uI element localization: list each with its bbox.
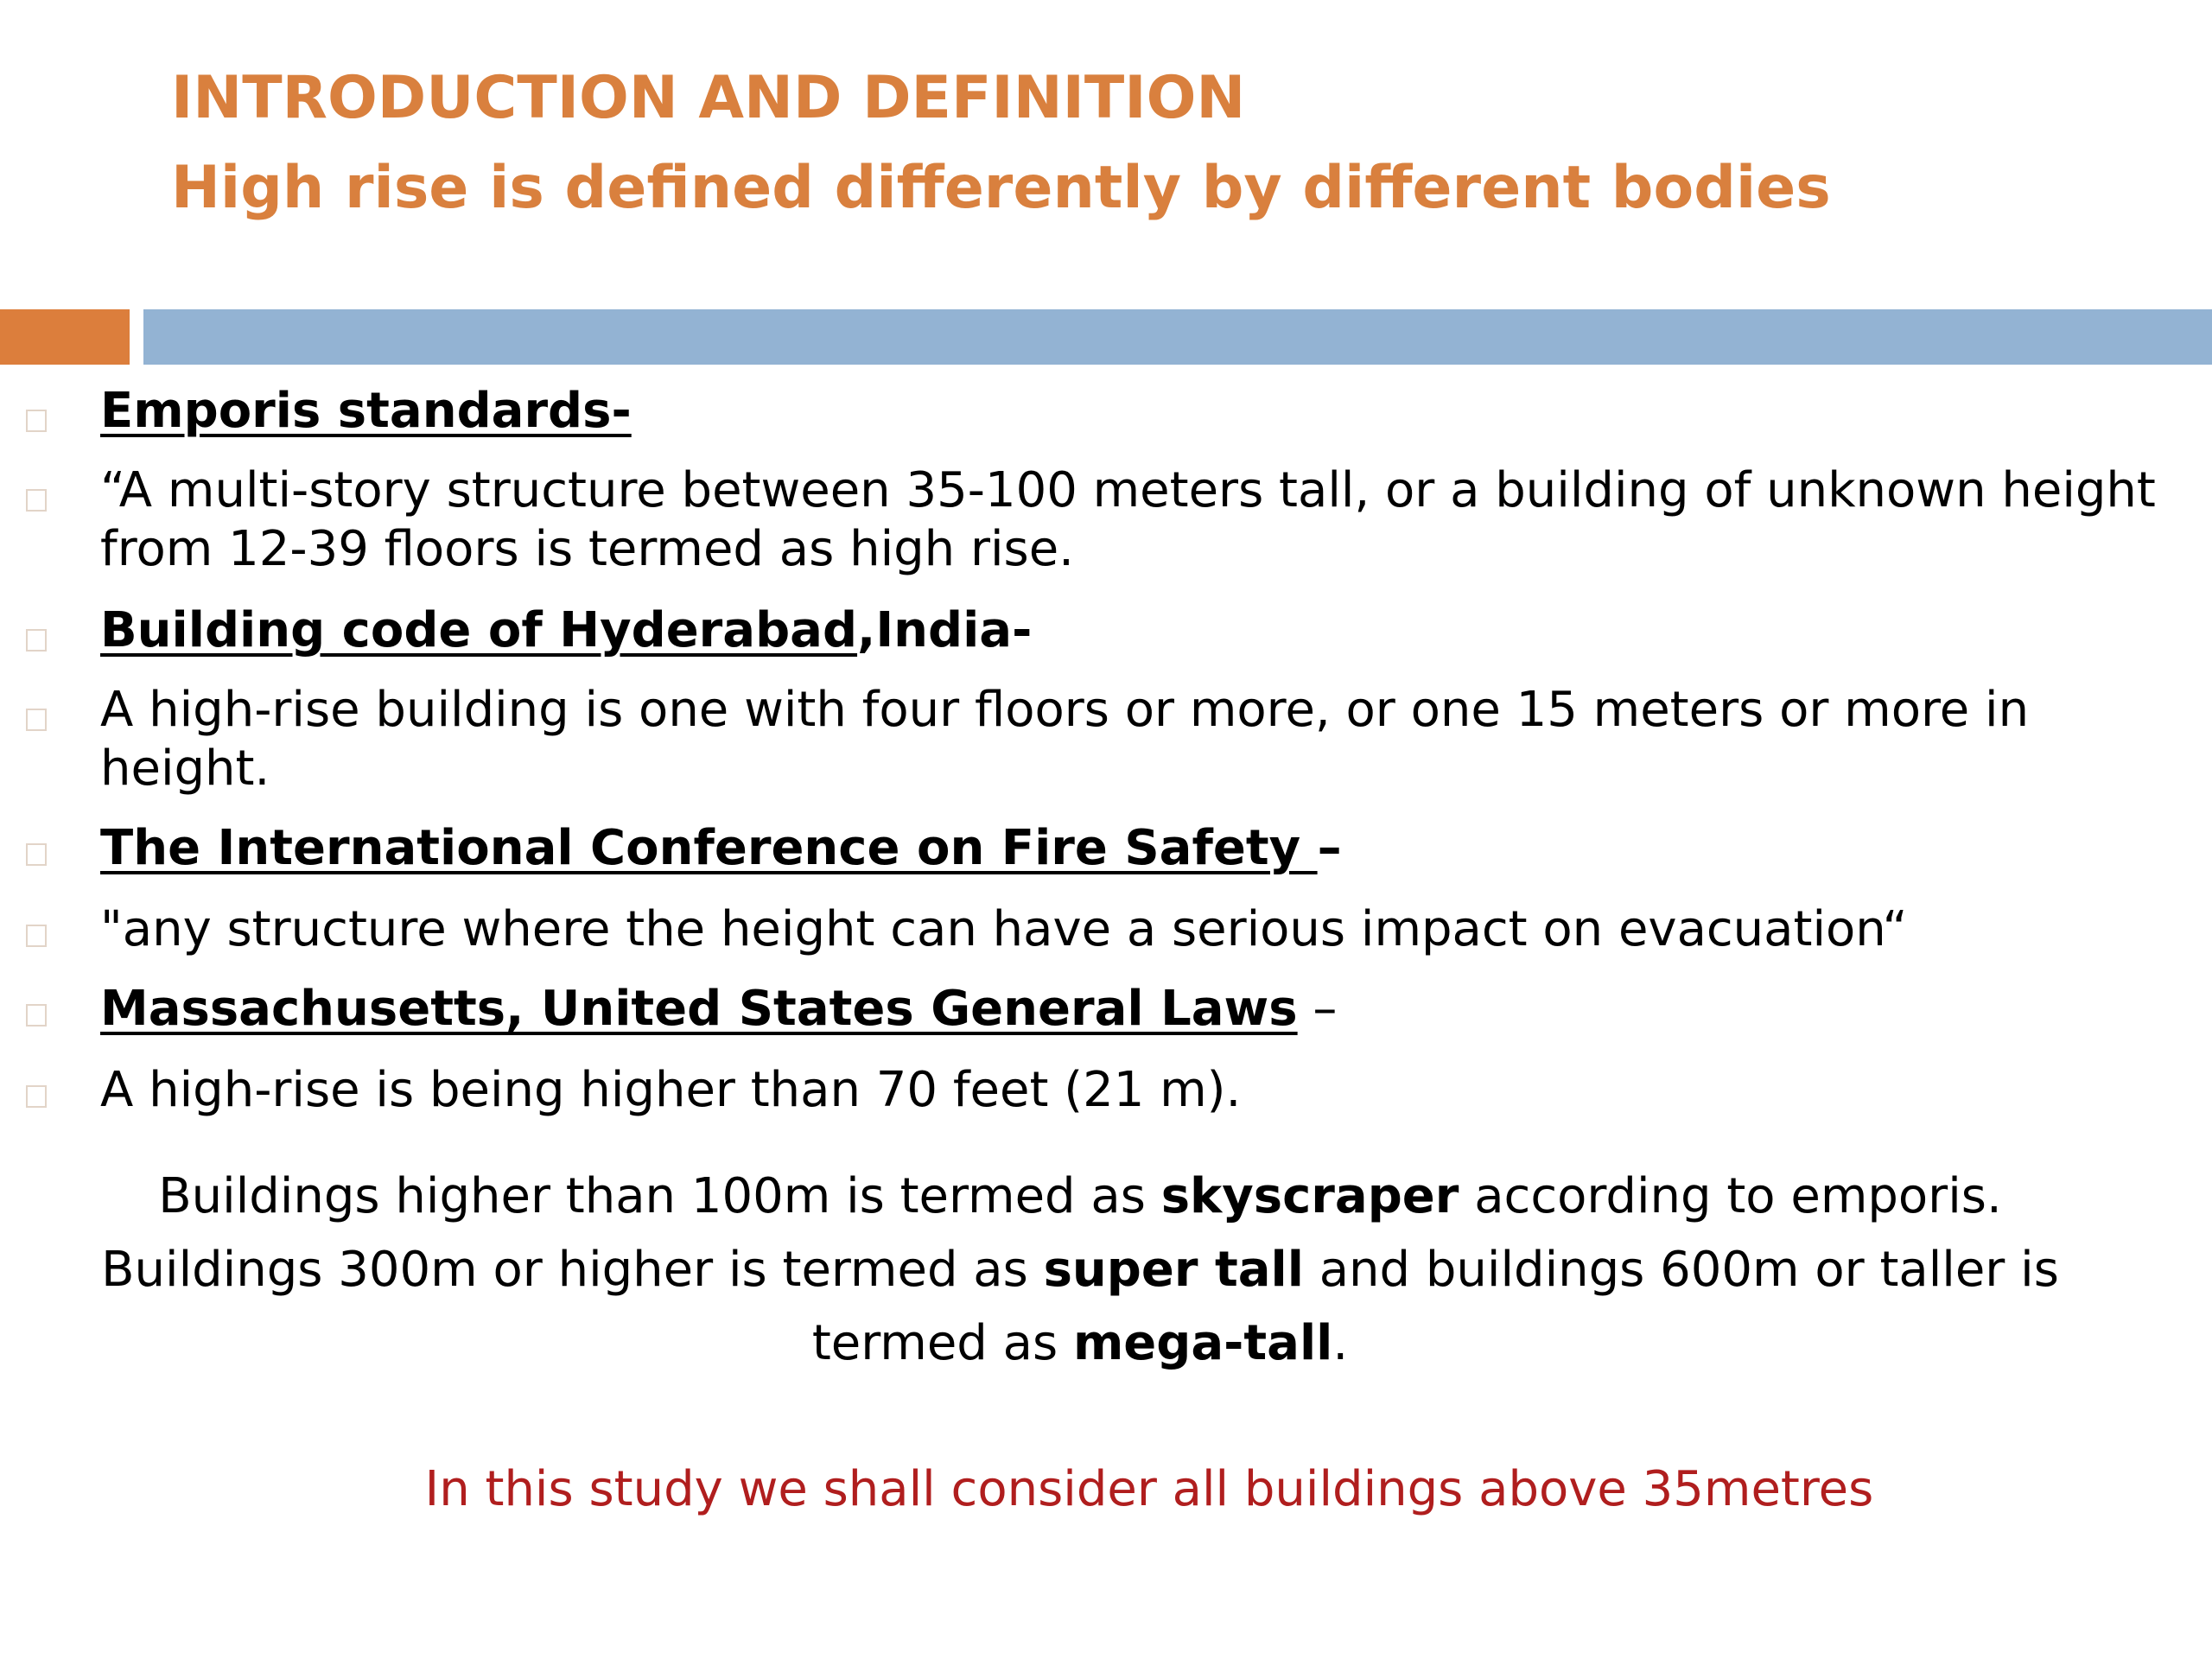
study-note: In this study we shall consider all buildings above 35metres [424, 1461, 1874, 1517]
square-bullet-icon [26, 1004, 47, 1027]
square-bullet-icon [26, 489, 47, 512]
massachusetts-heading-suffix: – [1297, 981, 1338, 1037]
emporis-heading: Emporis standards- [100, 383, 632, 439]
accent-bar-orange [0, 309, 130, 365]
title-line-2: High rise is defined differently by different bodies [171, 154, 1831, 222]
term-skyscraper: skyscraper [1160, 1168, 1459, 1224]
square-bullet-icon [26, 410, 47, 432]
summary-text-4: . [1332, 1315, 1349, 1371]
title-line-1: INTRODUCTION AND DEFINITION [171, 64, 1246, 132]
fire-heading: The International Conference on Fire Safety [100, 820, 1318, 876]
massachusetts-heading: Massachusetts, United States General Laws [100, 981, 1298, 1037]
hyderabad-text: A high-rise building is one with four floors or more, or one 15 meters or more in height. [100, 682, 2030, 797]
square-bullet-icon [26, 925, 47, 947]
square-bullet-icon [26, 629, 47, 652]
summary-paragraph [52, 1160, 2108, 1380]
term-mega-tall: mega-tall [1072, 1315, 1333, 1371]
accent-bar-blue [143, 309, 2212, 365]
fire-heading-suffix: – [1317, 820, 1342, 876]
square-bullet-icon [26, 843, 47, 866]
square-bullet-icon [26, 709, 47, 731]
hyderabad-heading: Building code of Hyderabad [100, 602, 858, 658]
square-bullet-icon [26, 1085, 47, 1108]
fire-text: "any structure where the height can have a serious impact on evacuation“ [100, 901, 1908, 957]
emporis-text: “A multi-story structure between 35-100 meters tall, or a building of unknown height from 12-39 floors is termed as high rise. [100, 462, 2156, 577]
hyderabad-heading-suffix: ,India- [857, 602, 1033, 658]
summary-text-2: according to emporis. Buildings 300m or higher is termed as [101, 1168, 2002, 1298]
summary-text-1: Buildings higher than 100m is termed as [158, 1168, 1161, 1224]
term-super-tall: super tall [1043, 1242, 1304, 1298]
summary-text-3: and buildings 600m or taller is termed as [811, 1242, 2059, 1371]
massachusetts-text: A high-rise is being higher than 70 feet (21 m). [100, 1062, 1242, 1118]
slide-title [171, 54, 2141, 233]
